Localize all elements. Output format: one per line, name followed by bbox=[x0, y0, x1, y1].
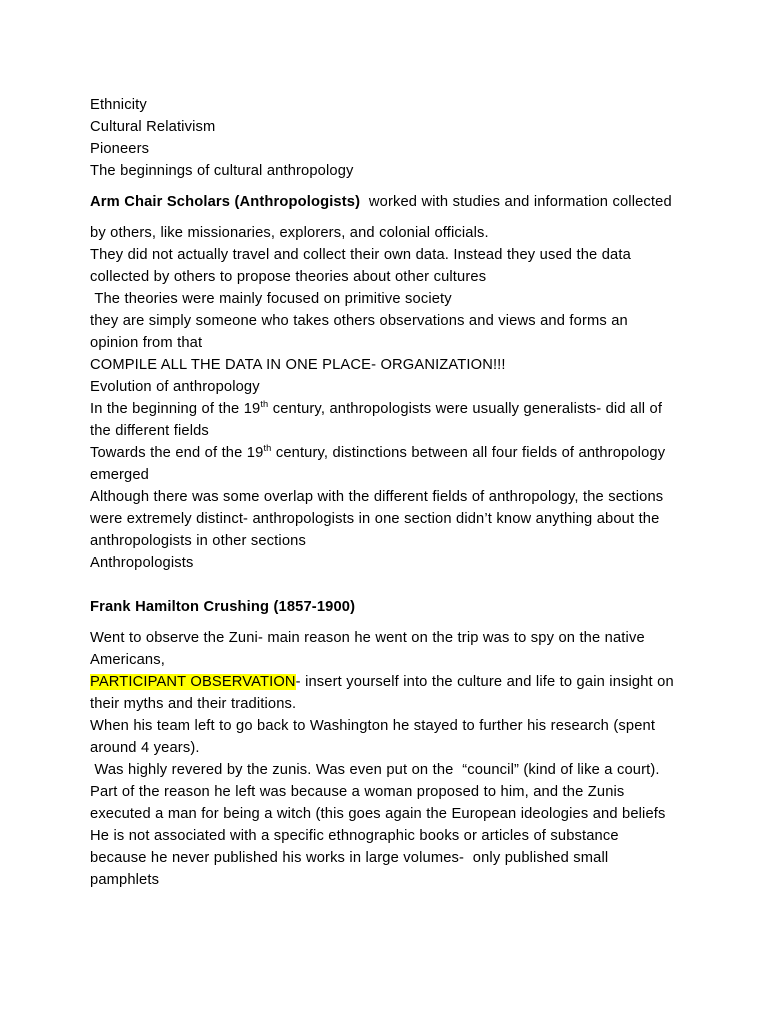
text-line-highly-revered-zunis: Was highly revered by the zunis. Was even put on the “council” (kind of like a court). bbox=[90, 762, 660, 778]
text-towards-end-b: century, distinctions between all four fields of anthropology bbox=[271, 445, 666, 461]
text-line-emerged: emerged bbox=[90, 467, 149, 483]
text-line-not-associated-ethnographic: He is not associated with a specific ethnographic books or articles of substance bbox=[90, 828, 619, 844]
text-line-anthropologists-other-sections: anthropologists in other sections bbox=[90, 533, 306, 549]
text-line-participant-observation bbox=[90, 671, 696, 693]
text-line-did-not-travel: They did not actually travel and collect their own data. Instead they used the data bbox=[90, 247, 631, 263]
text-line-although-overlap: Although there was some overlap with the different fields of anthropology, the sections bbox=[90, 489, 664, 505]
text-line-theories-primitive-society: The theories were mainly focused on primitive society bbox=[90, 291, 452, 307]
text-participant-observation-rest: - insert yourself into the culture and life to gain insight on bbox=[295, 674, 674, 690]
text-line-towards-end-19th-century bbox=[90, 442, 696, 464]
superscript-th-second: th bbox=[263, 443, 272, 454]
text-line-beginning-19th-century bbox=[90, 398, 696, 420]
text-line-anthropologists: Anthropologists bbox=[90, 555, 194, 571]
document-text-body bbox=[90, 94, 696, 891]
text-line-compile-all-the-data: COMPILE ALL THE DATA IN ONE PLACE- ORGANIZATION!!! bbox=[90, 357, 506, 373]
text-line-executed-witch: executed a man for being a witch (this goes again the European ideologies and beliefs bbox=[90, 806, 666, 822]
heading-frank-hamilton-crushing: Frank Hamilton Crushing (1857-1900) bbox=[90, 599, 356, 615]
highlighted-term-participant-observation: PARTICIPANT OBSERVATION bbox=[90, 674, 296, 690]
text-line-team-left-washington: When his team left to go back to Washington he stayed to further his research (spent bbox=[90, 718, 656, 734]
text-line-evolution-of-anthropology: Evolution of anthropology bbox=[90, 379, 260, 395]
text-line-different-fields: the different fields bbox=[90, 423, 209, 439]
text-line-woman-proposed: Part of the reason he left was because a woman proposed to him, and the Zunis bbox=[90, 784, 625, 800]
text-line-pioneers: Pioneers bbox=[90, 141, 150, 157]
text-line-by-others-missionaries: by others, like missionaries, explorers, and colonial officials. bbox=[90, 225, 489, 241]
text-beginning-19th-b: century, anthropologists were usually generalists- did all of bbox=[268, 401, 663, 417]
text-line-never-published-large-volumes: because he never published his works in large volumes- only published small bbox=[90, 850, 609, 866]
superscript-th-first: th bbox=[260, 399, 269, 410]
text-line-went-observe-zuni: Went to observe the Zuni- main reason he went on the trip was to spy on the native bbox=[90, 630, 645, 646]
text-line-arm-chair-scholars bbox=[90, 182, 696, 222]
text-line-simply-someone-takes: they are simply someone who takes others observations and views and forms an bbox=[90, 313, 628, 329]
text-line-collected-by-others: collected by others to propose theories about other cultures bbox=[90, 269, 487, 285]
text-towards-end-a: Towards the end of the 19 bbox=[90, 445, 264, 461]
text-line-cultural-relativism: Cultural Relativism bbox=[90, 119, 216, 135]
text-line-beginnings-cultural-anthropology: The beginnings of cultural anthropology bbox=[90, 163, 354, 179]
text-beginning-19th-a: In the beginning of the 19 bbox=[90, 401, 261, 417]
text-line-ethnicity: Ethnicity bbox=[90, 97, 147, 113]
bold-term-arm-chair-scholars: Arm Chair Scholars (Anthropologists) bbox=[90, 194, 361, 210]
text-line-myths-traditions: their myths and their traditions. bbox=[90, 696, 297, 712]
text-line-extremely-distinct: were extremely distinct- anthropologists in one section didn’t know anything about the bbox=[90, 511, 660, 527]
text-arm-chair-scholars-rest: worked with studies and information collected bbox=[360, 194, 672, 210]
text-line-pamphlets: pamphlets bbox=[90, 872, 160, 888]
text-line-americans: Americans, bbox=[90, 652, 165, 668]
text-line-opinion-from-that: opinion from that bbox=[90, 335, 203, 351]
text-line-around-4-years: around 4 years). bbox=[90, 740, 200, 756]
